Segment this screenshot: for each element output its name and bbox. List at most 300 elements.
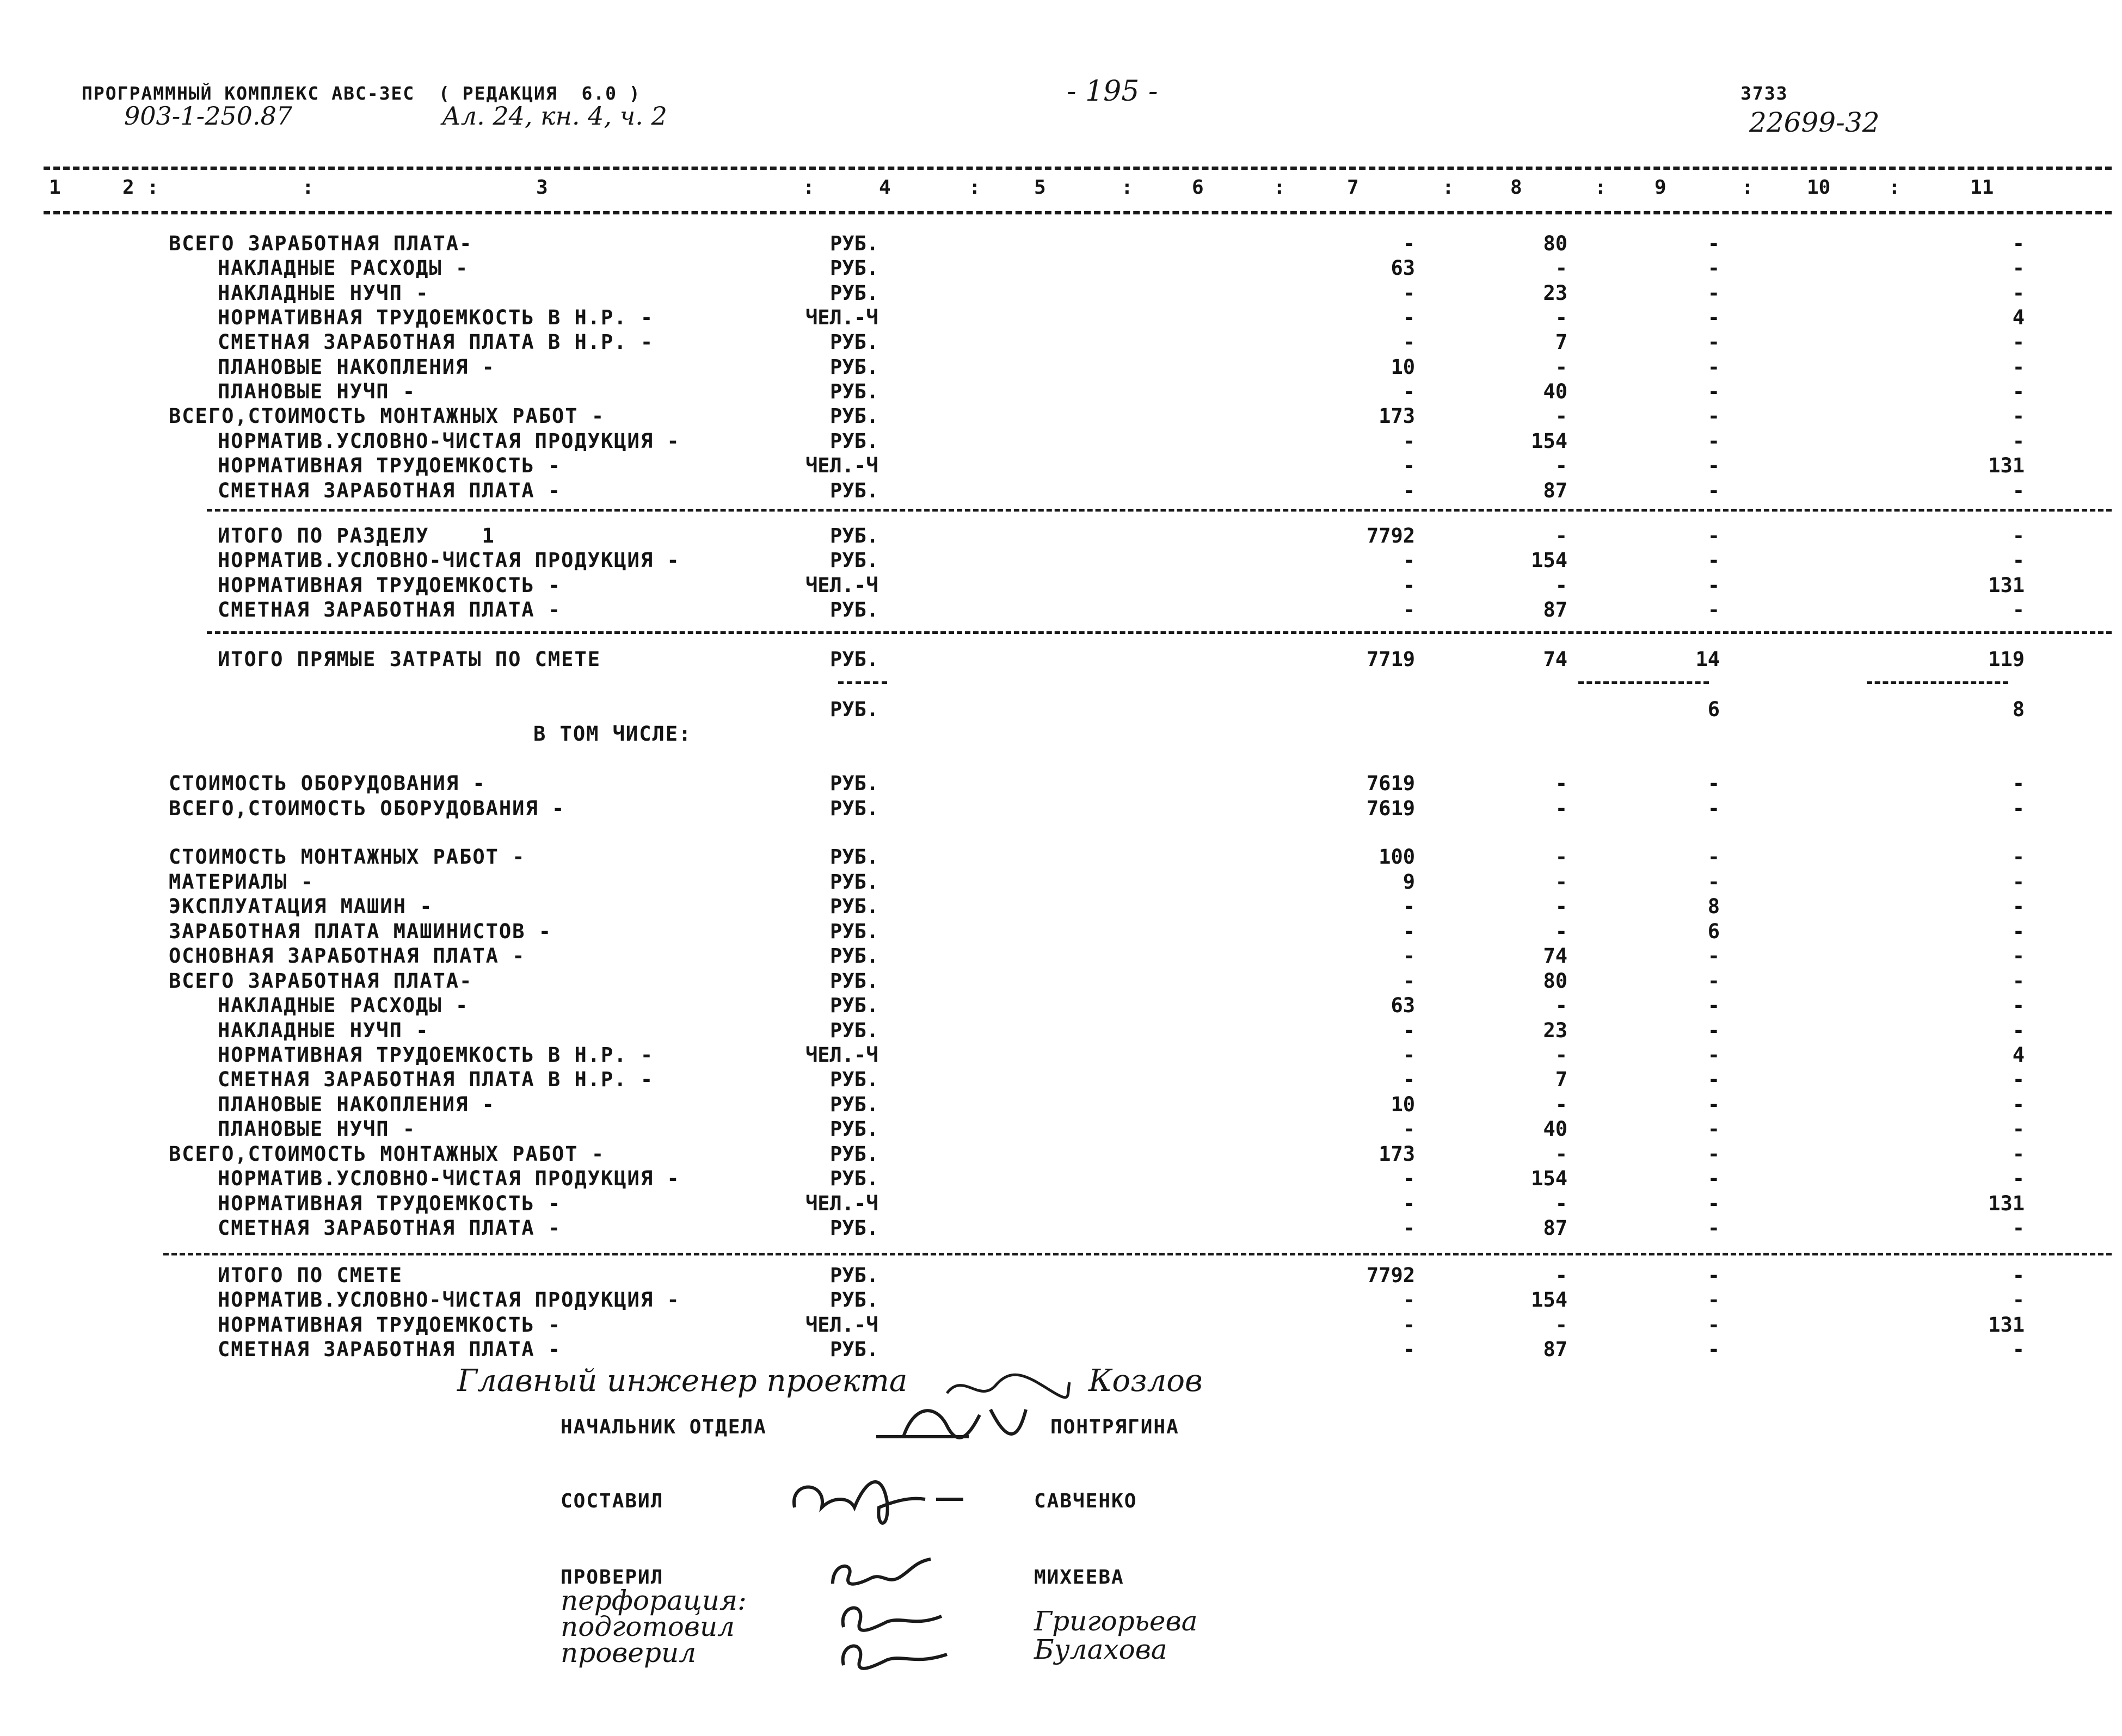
row-unit: РУБ. — [830, 404, 879, 428]
table-row — [0, 549, 2122, 574]
dept-head-label: НАЧАЛЬНИК ОТДЕЛА — [561, 1416, 767, 1438]
cell-c7: - — [1403, 1068, 1415, 1091]
cell-c11: - — [2012, 380, 2025, 403]
cell-c7: 10 — [1391, 1093, 1415, 1116]
table-row — [0, 256, 2122, 281]
checked-signature — [822, 1551, 942, 1595]
column-number: 10 — [1807, 176, 1831, 199]
column-separator: : — [1595, 176, 1607, 199]
cell-c7: - — [1403, 281, 1415, 305]
row-unit: РУБ. — [830, 772, 879, 795]
row-unit: РУБ. — [830, 1288, 879, 1312]
cell-c9: - — [1707, 598, 1720, 621]
cell-c7: 173 — [1379, 1142, 1415, 1166]
cell-c9: - — [1707, 281, 1720, 305]
row-label: СТОИМОСТЬ ОБОРУДОВАНИЯ - — [169, 772, 486, 795]
cell-c9: 6 — [1707, 698, 1720, 721]
cell-c7: - — [1403, 232, 1415, 255]
column-number: 1 — [49, 176, 61, 199]
cell-c8: - — [1555, 797, 1567, 820]
row-label: ИТОГО ПО РАЗДЕЛУ 1 — [218, 524, 495, 547]
cell-c11: - — [2012, 1019, 2025, 1042]
table-row — [0, 1216, 2122, 1241]
cell-c7: - — [1403, 1167, 1415, 1190]
table-row — [0, 1288, 2122, 1313]
table-row — [0, 574, 2122, 599]
row-label: СМЕТНАЯ ЗАРАБОТНАЯ ПЛАТА - — [218, 1216, 562, 1240]
cell-c11: 4 — [2012, 306, 2025, 329]
table-row — [0, 698, 2122, 723]
cell-c8: 7 — [1555, 330, 1567, 354]
cell-c8: - — [1555, 355, 1567, 379]
cell-c7: 100 — [1379, 845, 1415, 869]
cell-c8: 23 — [1543, 1019, 1567, 1042]
column-number: 8 — [1510, 176, 1522, 199]
cell-c7: 7719 — [1366, 648, 1415, 671]
column-separator: : — [1889, 176, 1900, 199]
cell-c9: - — [1707, 306, 1720, 329]
table-row — [0, 524, 2122, 549]
cell-c7: - — [1403, 479, 1415, 502]
verified-label: проверил — [561, 1637, 697, 1669]
row-unit: РУБ. — [830, 797, 879, 820]
row-label: НАКЛАДНЫЕ РАСХОДЫ - — [218, 256, 469, 280]
row-unit: РУБ. — [830, 944, 879, 968]
row-label: СТОИМОСТЬ МОНТАЖНЫХ РАБОТ - — [169, 845, 526, 869]
cell-c9: - — [1707, 1192, 1720, 1215]
rule — [838, 681, 887, 684]
row-unit: РУБ. — [830, 549, 879, 572]
table-row — [0, 1313, 2122, 1338]
cell-c9: - — [1707, 355, 1720, 379]
cell-c11: - — [2012, 1093, 2025, 1116]
cell-c9: - — [1707, 429, 1720, 453]
row-unit: ЧЕЛ.-Ч — [805, 1043, 878, 1067]
cell-c7: - — [1403, 1192, 1415, 1215]
cell-c11: - — [2012, 429, 2025, 453]
cell-c8: 23 — [1543, 281, 1567, 305]
cell-c8: 154 — [1531, 1167, 1567, 1190]
row-label: НАКЛАДНЫЕ НУЧП - — [218, 1019, 429, 1042]
table-row — [0, 429, 2122, 454]
cell-c9: - — [1707, 969, 1720, 993]
row-unit: РУБ. — [830, 1117, 879, 1141]
cell-c7: - — [1403, 1338, 1415, 1361]
cell-c11: - — [2012, 355, 2025, 379]
cell-c11: - — [2012, 920, 2025, 943]
row-label: НОРМАТИВНАЯ ТРУДОЕМКОСТЬ - — [218, 454, 562, 477]
column-separator: : — [969, 176, 981, 199]
row-unit: РУБ. — [830, 524, 879, 547]
cell-c7: - — [1403, 1117, 1415, 1141]
cell-c9: - — [1707, 772, 1720, 795]
cell-c7: 9 — [1403, 870, 1415, 894]
cell-c9: - — [1707, 232, 1720, 255]
prepared-signature — [833, 1595, 974, 1676]
cell-c11: - — [2012, 1117, 2025, 1141]
row-label: СМЕТНАЯ ЗАРАБОТНАЯ ПЛАТА В Н.Р. - — [218, 330, 654, 354]
cell-c8: 40 — [1543, 380, 1567, 403]
cell-c8: - — [1555, 1264, 1567, 1287]
cell-c8: 74 — [1543, 648, 1567, 671]
cell-c8: 80 — [1543, 232, 1567, 255]
column-number: 11 — [1970, 176, 1994, 199]
row-unit: РУБ. — [830, 281, 879, 305]
row-label: СМЕТНАЯ ЗАРАБОТНАЯ ПЛАТА - — [218, 1338, 562, 1361]
cell-c11: - — [2012, 994, 2025, 1017]
dept-head-signature — [871, 1393, 1034, 1453]
table-row — [0, 380, 2122, 405]
row-label: НОРМАТИВ.УСЛОВНО-ЧИСТАЯ ПРОДУКЦИЯ - — [218, 549, 680, 572]
cell-c9: - — [1707, 574, 1720, 597]
cell-c11: 131 — [1988, 1192, 2025, 1215]
cell-c7: - — [1403, 306, 1415, 329]
cell-c9: - — [1707, 256, 1720, 280]
cell-c8: 154 — [1531, 1288, 1567, 1312]
table-row — [0, 1043, 2122, 1068]
column-separator: : — [803, 176, 815, 199]
cell-c11: - — [2012, 281, 2025, 305]
row-label: ВСЕГО ЗАРАБОТНАЯ ПЛАТА- — [169, 969, 473, 993]
row-unit: РУБ. — [830, 1142, 879, 1166]
cell-c8: - — [1555, 454, 1567, 477]
column-number: 4 — [879, 176, 891, 199]
checked-label: ПРОВЕРИЛ — [561, 1566, 664, 1589]
cell-c9: - — [1707, 1093, 1720, 1116]
row-unit: РУБ. — [830, 1167, 879, 1190]
row-label: НОРМАТИВНАЯ ТРУДОЕМКОСТЬ - — [218, 1192, 562, 1215]
table-row — [0, 944, 2122, 969]
cell-c11: 4 — [2012, 1043, 2025, 1067]
table-row — [0, 1142, 2122, 1167]
cell-c7: 7792 — [1366, 1264, 1415, 1287]
cell-c9: - — [1707, 1288, 1720, 1312]
row-label: СМЕТНАЯ ЗАРАБОТНАЯ ПЛАТА В Н.Р. - — [218, 1068, 654, 1091]
cell-c9: - — [1707, 1043, 1720, 1067]
column-separator: : — [1121, 176, 1133, 199]
row-unit: РУБ. — [830, 380, 879, 403]
cell-c8: 7 — [1555, 1068, 1567, 1091]
table-row — [0, 1117, 2122, 1142]
row-label: ВСЕГО,СТОИМОСТЬ МОНТАЖНЫХ РАБОТ - — [169, 1142, 605, 1166]
rule — [207, 631, 2112, 634]
cell-c9: - — [1707, 1313, 1720, 1337]
table-row — [0, 994, 2122, 1019]
row-unit: РУБ. — [830, 920, 879, 943]
row-label: НОРМАТИВ.УСЛОВНО-ЧИСТАЯ ПРОДУКЦИЯ - — [218, 429, 680, 453]
cell-c9: - — [1707, 479, 1720, 502]
chief-engineer-title: Главный инженер проекта — [457, 1363, 908, 1399]
row-unit: РУБ. — [830, 994, 879, 1017]
table-row — [0, 281, 2122, 306]
cell-c11: - — [2012, 1167, 2025, 1190]
table-row — [0, 797, 2122, 822]
row-label: ВСЕГО,СТОИМОСТЬ МОНТАЖНЫХ РАБОТ - — [169, 404, 605, 428]
row-unit: ЧЕЛ.-Ч — [805, 1192, 878, 1215]
rule — [1867, 681, 2008, 684]
cell-c7: - — [1403, 454, 1415, 477]
code-bottom: 22699-32 — [1749, 107, 1880, 138]
column-separator: : — [1442, 176, 1454, 199]
row-label: НОРМАТИВНАЯ ТРУДОЕМКОСТЬ - — [218, 1313, 562, 1337]
cell-c9: - — [1707, 454, 1720, 477]
cell-c7: - — [1403, 1216, 1415, 1240]
dept-head-name: ПОНТРЯГИНА — [1050, 1416, 1179, 1438]
row-unit: РУБ. — [830, 479, 879, 502]
compiled-signature — [784, 1458, 980, 1535]
cell-c11: - — [2012, 1288, 2025, 1312]
cell-c7: - — [1403, 944, 1415, 968]
cell-c11: - — [2012, 1216, 2025, 1240]
row-label: НОРМАТИВ.УСЛОВНО-ЧИСТАЯ ПРОДУКЦИЯ - — [218, 1288, 680, 1312]
table-row — [0, 1019, 2122, 1044]
cell-c7: - — [1403, 969, 1415, 993]
cell-c11: - — [2012, 1338, 2025, 1361]
row-label: ПЛАНОВЫЕ НАКОПЛЕНИЯ - — [218, 355, 495, 379]
row-label: ПЛАНОВЫЕ НУЧП - — [218, 1117, 416, 1141]
cell-c8: 87 — [1543, 1216, 1567, 1240]
cell-c8: - — [1555, 920, 1567, 943]
cell-c8: - — [1555, 1043, 1567, 1067]
column-separator: : — [1742, 176, 1754, 199]
cell-c7: - — [1403, 895, 1415, 918]
cell-c8: 87 — [1543, 598, 1567, 621]
cell-c7: - — [1403, 920, 1415, 943]
cell-c8: 80 — [1543, 969, 1567, 993]
row-unit: ЧЕЛ.-Ч — [805, 306, 878, 329]
table-row — [0, 1192, 2122, 1217]
row-label: ПЛАНОВЫЕ НУЧП - — [218, 380, 416, 403]
cell-c8: - — [1555, 1313, 1567, 1337]
rule — [163, 1253, 2112, 1255]
cell-c9: - — [1707, 870, 1720, 894]
row-label: ЗАРАБОТНАЯ ПЛАТА МАШИНИСТОВ - — [169, 920, 552, 943]
cell-c7: - — [1403, 598, 1415, 621]
column-separator: : — [302, 176, 314, 199]
row-label: ОСНОВНАЯ ЗАРАБОТНАЯ ПЛАТА - — [169, 944, 526, 968]
cell-c8: - — [1555, 404, 1567, 428]
table-row — [0, 1068, 2122, 1093]
column-number: 7 — [1347, 176, 1359, 199]
row-unit: РУБ. — [830, 429, 879, 453]
table-row — [0, 306, 2122, 331]
table-row — [0, 870, 2122, 895]
column-number: 5 — [1034, 176, 1046, 199]
compiled-label: СОСТАВИЛ — [561, 1490, 664, 1512]
cell-c8: - — [1555, 870, 1567, 894]
cell-c7: - — [1403, 330, 1415, 354]
row-unit: РУБ. — [830, 256, 879, 280]
cell-c9: 8 — [1707, 895, 1720, 918]
column-number: 9 — [1654, 176, 1666, 199]
cell-c11: 131 — [1988, 1313, 2025, 1337]
row-label: ПЛАНОВЫЕ НАКОПЛЕНИЯ - — [218, 1093, 495, 1116]
column-separator: : — [1274, 176, 1285, 199]
cell-c8: - — [1555, 772, 1567, 795]
cell-c9: - — [1707, 845, 1720, 869]
cell-c7: - — [1403, 1288, 1415, 1312]
cell-c7: - — [1403, 429, 1415, 453]
cell-c11: - — [2012, 1142, 2025, 1166]
cell-c8: 87 — [1543, 479, 1567, 502]
chief-engineer-name: Козлов — [1088, 1363, 1203, 1399]
cell-c9: - — [1707, 1338, 1720, 1361]
rule — [44, 211, 2112, 214]
cell-c7: 173 — [1379, 404, 1415, 428]
table-row — [0, 1338, 2122, 1363]
table-row — [0, 454, 2122, 479]
cell-c7: - — [1403, 380, 1415, 403]
cell-c8: 154 — [1531, 429, 1567, 453]
column-number: 6 — [1192, 176, 1204, 199]
doc-code: 903-1-250.87 — [124, 101, 293, 131]
table-row — [0, 598, 2122, 623]
rule — [1578, 681, 1709, 684]
cell-c9: - — [1707, 1117, 1720, 1141]
table-row — [0, 845, 2122, 870]
code-top: 3733 — [1740, 83, 1788, 104]
verified-name: Булахова — [1034, 1634, 1167, 1665]
cell-c7: 63 — [1391, 994, 1415, 1017]
cell-c9: - — [1707, 797, 1720, 820]
column-separator: : — [147, 176, 159, 199]
cell-c9: - — [1707, 380, 1720, 403]
cell-c11: 119 — [1988, 648, 2025, 671]
row-unit: ЧЕЛ.-Ч — [805, 454, 878, 477]
cell-c8: - — [1555, 994, 1567, 1017]
rule — [44, 167, 2112, 170]
cell-c11: - — [2012, 598, 2025, 621]
table-row — [0, 722, 2122, 747]
cell-c11: 131 — [1988, 574, 2025, 597]
column-number: 2 — [122, 176, 134, 199]
cell-c11: - — [2012, 845, 2025, 869]
checked-name: МИХЕЕВА — [1034, 1566, 1124, 1589]
cell-c7: 63 — [1391, 256, 1415, 280]
cell-c7: 7619 — [1366, 772, 1415, 795]
cell-c9: - — [1707, 944, 1720, 968]
cell-c9: - — [1707, 524, 1720, 547]
cell-c9: - — [1707, 1019, 1720, 1042]
row-unit: РУБ. — [830, 648, 879, 671]
cell-c8: - — [1555, 1093, 1567, 1116]
cell-c11: - — [2012, 549, 2025, 572]
cell-c11: - — [2012, 256, 2025, 280]
cell-c7: - — [1403, 574, 1415, 597]
cell-c11: - — [2012, 1264, 2025, 1287]
row-label: СМЕТНАЯ ЗАРАБОТНАЯ ПЛАТА - — [218, 598, 562, 621]
cell-c11: - — [2012, 969, 2025, 993]
row-label: НАКЛАДНЫЕ РАСХОДЫ - — [218, 994, 469, 1017]
cell-c7: - — [1403, 1043, 1415, 1067]
row-unit: РУБ. — [830, 1216, 879, 1240]
cell-c8: 154 — [1531, 549, 1567, 572]
row-unit: РУБ. — [830, 1068, 879, 1091]
cell-c11: - — [2012, 404, 2025, 428]
cell-c9: - — [1707, 1216, 1720, 1240]
table-row — [0, 920, 2122, 945]
row-unit: РУБ. — [830, 232, 879, 255]
table-row — [0, 772, 2122, 797]
row-label: СМЕТНАЯ ЗАРАБОТНАЯ ПЛАТА - — [218, 479, 562, 502]
cell-c8: 40 — [1543, 1117, 1567, 1141]
cell-c9: 14 — [1695, 648, 1720, 671]
row-label: НОРМАТИВНАЯ ТРУДОЕМКОСТЬ - — [218, 574, 562, 597]
cell-c7: - — [1403, 1313, 1415, 1337]
table-row — [0, 330, 2122, 355]
cell-c7: 10 — [1391, 355, 1415, 379]
cell-c9: - — [1707, 549, 1720, 572]
row-label: В ТОМ ЧИСЛЕ: — [533, 722, 692, 746]
cell-c8: - — [1555, 1142, 1567, 1166]
cell-c9: - — [1707, 1264, 1720, 1287]
cell-c7: 7792 — [1366, 524, 1415, 547]
cell-c8: - — [1555, 524, 1567, 547]
row-label: НОРМАТИВ.УСЛОВНО-ЧИСТАЯ ПРОДУКЦИЯ - — [218, 1167, 680, 1190]
cell-c11: - — [2012, 232, 2025, 255]
table-row — [0, 1093, 2122, 1118]
cell-c8: - — [1555, 574, 1567, 597]
row-unit: РУБ. — [830, 1019, 879, 1042]
cell-c11: - — [2012, 895, 2025, 918]
table-row — [0, 479, 2122, 504]
row-unit: РУБ. — [830, 1093, 879, 1116]
table-row — [0, 355, 2122, 380]
row-unit: РУБ. — [830, 870, 879, 894]
row-unit: РУБ. — [830, 598, 879, 621]
column-number: 3 — [536, 176, 548, 199]
cell-c9: - — [1707, 330, 1720, 354]
table-row — [0, 969, 2122, 994]
row-unit: РУБ. — [830, 895, 879, 918]
cell-c11: - — [2012, 944, 2025, 968]
row-unit: РУБ. — [830, 355, 879, 379]
cell-c8: - — [1555, 1192, 1567, 1215]
cell-c8: - — [1555, 845, 1567, 869]
cell-c9: - — [1707, 994, 1720, 1017]
album-ref: Ал. 24, кн. 4, ч. 2 — [442, 101, 667, 131]
table-row — [0, 1167, 2122, 1192]
prepared-label: подготовил — [561, 1611, 735, 1642]
row-label: НОРМАТИВНАЯ ТРУДОЕМКОСТЬ В Н.Р. - — [218, 1043, 654, 1067]
table-row — [0, 648, 2122, 673]
row-label: ЭКСПЛУАТАЦИЯ МАШИН - — [169, 895, 433, 918]
row-unit: РУБ. — [830, 1264, 879, 1287]
table-row — [0, 1264, 2122, 1289]
cell-c9: - — [1707, 1167, 1720, 1190]
row-unit: РУБ. — [830, 845, 879, 869]
row-label: ИТОГО ПО СМЕТЕ — [218, 1264, 403, 1287]
cell-c11: - — [2012, 797, 2025, 820]
row-label: НАКЛАДНЫЕ НУЧП - — [218, 281, 429, 305]
perforation-label: перфорация: — [561, 1585, 747, 1616]
cell-c8: - — [1555, 895, 1567, 918]
cell-c9: - — [1707, 1068, 1720, 1091]
cell-c11: - — [2012, 870, 2025, 894]
cell-c11: - — [2012, 330, 2025, 354]
cell-c11: 8 — [2012, 698, 2025, 721]
cell-c8: - — [1555, 256, 1567, 280]
row-label: ИТОГО ПРЯМЫЕ ЗАТРАТЫ ПО СМЕТЕ — [218, 648, 601, 671]
row-label: ВСЕГО,СТОИМОСТЬ ОБОРУДОВАНИЯ - — [169, 797, 565, 820]
cell-c8: 87 — [1543, 1338, 1567, 1361]
compiled-name: САВЧЕНКО — [1034, 1490, 1137, 1512]
table-row — [0, 404, 2122, 429]
row-unit: РУБ. — [830, 330, 879, 354]
row-label: ВСЕГО ЗАРАБОТНАЯ ПЛАТА- — [169, 232, 473, 255]
row-unit: ЧЕЛ.-Ч — [805, 574, 878, 597]
cell-c9: - — [1707, 404, 1720, 428]
